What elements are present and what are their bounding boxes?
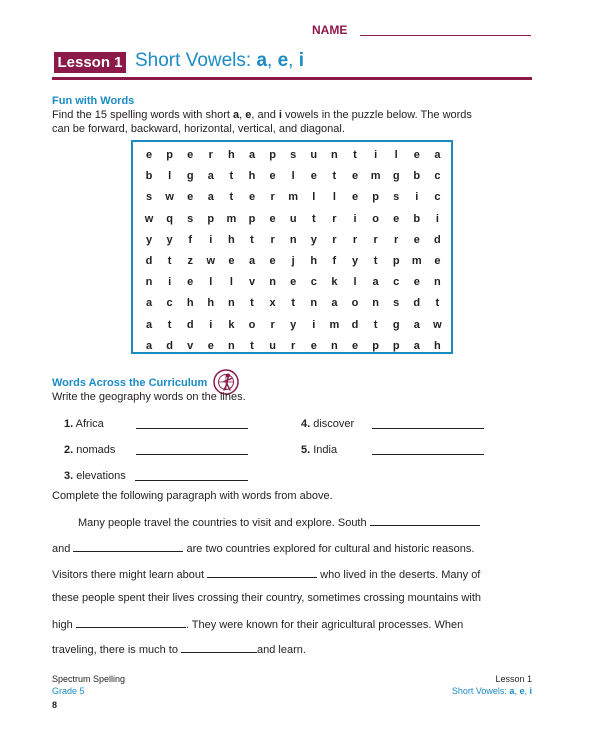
geo-word-2: 2. nomads: [64, 444, 116, 456]
puzzle-letter[interactable]: e: [290, 276, 297, 289]
puzzle-letter[interactable]: r: [208, 149, 213, 161]
geo-word-1: 1. Africa: [64, 418, 104, 430]
puzzle-letter[interactable]: h: [310, 255, 318, 267]
puzzle-letter[interactable]: f: [332, 255, 337, 267]
puzzle-letter[interactable]: r: [270, 318, 275, 331]
puzzle-letter[interactable]: i: [415, 191, 419, 204]
fun-heading: Fun with Words: [52, 95, 135, 107]
puzzle-letter[interactable]: e: [269, 212, 276, 225]
puzzle-letter[interactable]: e: [187, 276, 194, 289]
puzzle-letter[interactable]: a: [248, 149, 256, 161]
puzzle-letter[interactable]: n: [289, 233, 297, 246]
puzzle-letter[interactable]: s: [393, 297, 400, 310]
puzzle-letter[interactable]: a: [145, 297, 153, 310]
puzzle-letter[interactable]: n: [269, 276, 276, 289]
title-rule: [52, 77, 532, 80]
puzzle-letter[interactable]: r: [291, 339, 296, 352]
fun-instructions: Find the 15 spelling words with short a, e, and i vowels in the puzzle below. The words can be forward, backward, horizontal, vertical, and diagonal.: [52, 109, 472, 135]
puzzle-letter[interactable]: v: [187, 339, 194, 352]
puzzle-letter[interactable]: h: [248, 170, 256, 183]
puzzle-letter[interactable]: o: [248, 318, 256, 331]
puzzle-letter[interactable]: a: [145, 318, 153, 331]
puzzle-letter[interactable]: y: [145, 233, 153, 246]
puzzle-letter[interactable]: i: [209, 318, 213, 331]
puzzle-letter[interactable]: i: [312, 318, 316, 331]
puzzle-letter[interactable]: b: [413, 212, 421, 225]
puzzle-letter[interactable]: h: [207, 297, 215, 310]
puzzle-letter[interactable]: e: [351, 191, 359, 204]
geo-word-4: 4. discover: [301, 418, 355, 430]
paragraph-blank-2[interactable]: [73, 541, 183, 552]
puzzle-letter[interactable]: e: [187, 149, 194, 161]
name-line[interactable]: [360, 35, 531, 36]
puzzle-row: [139, 252, 449, 274]
puzzle-letter[interactable]: l: [312, 191, 316, 204]
footer-grade: Grade 5: [52, 686, 85, 696]
puzzle-letter[interactable]: m: [226, 212, 237, 225]
puzzle-letter[interactable]: n: [310, 297, 318, 310]
puzzle-letter[interactable]: h: [228, 233, 235, 246]
puzzle-letter[interactable]: e: [310, 170, 317, 183]
puzzle-letter[interactable]: b: [145, 170, 153, 183]
puzzle-letter[interactable]: e: [269, 255, 276, 267]
puzzle-letter[interactable]: f: [188, 233, 193, 246]
puzzle-letter[interactable]: p: [248, 212, 256, 225]
puzzle-letter[interactable]: p: [166, 149, 173, 161]
puzzle-letter[interactable]: t: [332, 170, 337, 183]
puzzle-letter[interactable]: r: [332, 212, 337, 225]
puzzle-letter[interactable]: r: [373, 233, 378, 246]
puzzle-letter[interactable]: t: [250, 297, 254, 310]
puzzle-letter[interactable]: m: [288, 191, 299, 204]
paragraph-line-2: and are two countries explored for cultural and historic reasons.: [52, 543, 475, 555]
puzzle-letter[interactable]: n: [331, 149, 338, 161]
answer-line-3[interactable]: [135, 470, 248, 481]
answer-line-2[interactable]: [136, 444, 248, 455]
puzzle-letter[interactable]: j: [291, 255, 295, 267]
puzzle-letter[interactable]: s: [145, 191, 153, 204]
puzzle-letter[interactable]: a: [207, 191, 214, 204]
puzzle-letter[interactable]: p: [207, 212, 215, 225]
puzzle-letter[interactable]: e: [187, 191, 194, 204]
puzzle-letter[interactable]: l: [353, 276, 357, 289]
puzzle-letter[interactable]: p: [392, 339, 400, 352]
puzzle-letter[interactable]: u: [289, 212, 297, 225]
name-field[interactable]: [300, 20, 532, 40]
puzzle-letter[interactable]: t: [373, 255, 378, 267]
puzzle-letter[interactable]: w: [206, 255, 216, 267]
footer-topic: Short Vowels: a, e, i: [451, 686, 532, 696]
puzzle-letter[interactable]: n: [145, 276, 153, 289]
puzzle-letter[interactable]: t: [229, 191, 234, 204]
answer-line-5[interactable]: [372, 444, 484, 455]
puzzle-letter[interactable]: e: [228, 255, 235, 267]
puzzle-letter[interactable]: w: [144, 212, 154, 225]
puzzle-letter[interactable]: v: [248, 276, 256, 289]
puzzle-letter[interactable]: i: [209, 233, 213, 246]
puzzle-letter[interactable]: r: [270, 191, 275, 204]
paragraph-line-1: Many people travel the countries to visit and explore. South: [78, 515, 480, 529]
puzzle-letter[interactable]: o: [372, 212, 379, 225]
puzzle-letter[interactable]: t: [291, 297, 296, 310]
puzzle-letter[interactable]: u: [269, 339, 276, 352]
puzzle-letter[interactable]: n: [228, 297, 235, 310]
puzzle-letter[interactable]: t: [353, 149, 357, 161]
puzzle-row: [139, 273, 449, 295]
puzzle-letter[interactable]: i: [374, 149, 378, 161]
paragraph-line-6: traveling, there is much to and learn.: [52, 644, 306, 656]
puzzle-letter[interactable]: t: [167, 318, 172, 331]
puzzle-letter[interactable]: s: [393, 191, 400, 204]
puzzle-row: [139, 167, 449, 189]
puzzle-letter[interactable]: m: [370, 170, 381, 183]
puzzle-letter[interactable]: c: [166, 297, 173, 310]
puzzle-letter[interactable]: o: [351, 297, 359, 310]
paragraph-line-3: Visitors there might learn about who lived in the deserts. Many of: [52, 569, 481, 581]
answer-line-4[interactable]: [372, 418, 484, 429]
geo-word-3: 3. elevations: [64, 470, 126, 482]
puzzle-letter[interactable]: c: [310, 276, 317, 289]
puzzle-letter[interactable]: a: [248, 255, 256, 267]
puzzle-letter[interactable]: t: [167, 255, 172, 267]
puzzle-letter[interactable]: a: [434, 149, 441, 161]
puzzle-letter[interactable]: t: [435, 297, 440, 310]
puzzle-letter[interactable]: y: [290, 318, 297, 331]
puzzle-letter[interactable]: l: [332, 191, 336, 204]
puzzle-row: [139, 337, 449, 359]
puzzle-letter[interactable]: e: [207, 339, 214, 352]
puzzle-letter[interactable]: r: [352, 233, 358, 246]
puzzle-letter[interactable]: e: [393, 212, 400, 225]
geo-word-5: 5. India: [301, 444, 338, 456]
name-label: NAME: [312, 23, 348, 37]
puzzle-letter[interactable]: r: [270, 233, 275, 246]
puzzle-letter[interactable]: n: [434, 276, 441, 289]
puzzle-letter[interactable]: d: [186, 318, 194, 331]
puzzle-letter[interactable]: t: [250, 233, 254, 246]
puzzle-letter[interactable]: i: [168, 276, 172, 289]
puzzle-letter[interactable]: d: [351, 318, 359, 331]
puzzle-letter[interactable]: i: [353, 212, 357, 225]
puzzle-letter[interactable]: p: [372, 191, 379, 204]
puzzle-letter[interactable]: a: [413, 339, 420, 352]
puzzle-letter[interactable]: e: [413, 233, 420, 246]
puzzle-letter[interactable]: t: [311, 212, 316, 225]
puzzle-letter[interactable]: z: [187, 255, 193, 267]
puzzle-letter[interactable]: l: [291, 170, 295, 183]
puzzle-letter[interactable]: x: [269, 297, 276, 310]
puzzle-letter[interactable]: i: [435, 212, 439, 225]
curriculum-instruction: Write the geography words on the lines.: [52, 391, 246, 403]
puzzle-letter[interactable]: l: [209, 276, 213, 289]
puzzle-letter[interactable]: a: [331, 297, 338, 310]
puzzle-letter[interactable]: q: [166, 212, 173, 225]
puzzle-letter[interactable]: d: [434, 233, 441, 246]
puzzle-letter[interactable]: e: [310, 339, 317, 352]
puzzle-letter[interactable]: a: [413, 318, 420, 331]
puzzle-letter[interactable]: r: [332, 233, 337, 246]
puzzle-letter[interactable]: e: [351, 339, 359, 352]
puzzle-letter[interactable]: e: [413, 149, 420, 161]
puzzle-letter[interactable]: n: [331, 339, 338, 352]
puzzle-letter[interactable]: g: [186, 170, 194, 183]
paragraph-blank-1[interactable]: [370, 515, 480, 526]
puzzle-letter[interactable]: p: [269, 149, 276, 161]
puzzle-letter[interactable]: d: [166, 339, 173, 352]
footer-right: [452, 673, 532, 697]
puzzle-letter[interactable]: e: [413, 276, 420, 289]
puzzle-letter[interactable]: k: [331, 276, 338, 289]
paragraph-line-4: these people spent their lives crossing their country, sometimes crossing mountains with: [52, 592, 481, 604]
paragraph-instruction: Complete the following paragraph with words from above.: [52, 490, 333, 502]
puzzle-letter[interactable]: l: [394, 149, 398, 161]
puzzle-letter[interactable]: m: [411, 255, 422, 267]
puzzle-letter[interactable]: c: [434, 170, 441, 183]
puzzle-letter[interactable]: y: [166, 233, 173, 246]
puzzle-letter[interactable]: e: [351, 170, 359, 183]
puzzle-letter[interactable]: y: [351, 255, 359, 267]
puzzle-letter[interactable]: c: [393, 276, 400, 289]
puzzle-letter[interactable]: g: [392, 318, 400, 331]
puzzle-row: [139, 231, 449, 253]
footer-lesson: Lesson 1: [495, 674, 532, 684]
puzzle-row: [139, 294, 449, 316]
puzzle-letter[interactable]: d: [145, 255, 153, 267]
puzzle-row: [139, 316, 449, 338]
puzzle-letter[interactable]: t: [250, 339, 254, 352]
puzzle-letter[interactable]: e: [248, 191, 256, 204]
puzzle-letter[interactable]: m: [329, 318, 340, 331]
puzzle-letter[interactable]: e: [434, 255, 441, 267]
puzzle-letter[interactable]: e: [269, 170, 276, 183]
puzzle-letter[interactable]: w: [433, 318, 442, 331]
paragraph-line-5: high . They were known for their agricultural processes. When: [52, 619, 464, 631]
lesson-badge: Lesson 1: [54, 52, 126, 73]
puzzle-letter[interactable]: w: [165, 191, 174, 204]
puzzle-letter[interactable]: u: [310, 149, 318, 161]
puzzle-letter[interactable]: g: [392, 170, 400, 183]
puzzle-letter[interactable]: h: [186, 297, 194, 310]
puzzle-letter[interactable]: h: [434, 339, 441, 352]
puzzle-letter[interactable]: a: [372, 276, 379, 289]
puzzle-letter[interactable]: l: [229, 276, 233, 289]
footer-left: [52, 673, 125, 711]
paragraph-blank-3[interactable]: [207, 567, 317, 578]
puzzle-letter[interactable]: e: [145, 149, 153, 161]
lesson-title: Short Vowels: a, e, i: [135, 50, 305, 71]
puzzle-letter[interactable]: p: [372, 339, 379, 352]
puzzle-letter[interactable]: s: [187, 212, 194, 225]
puzzle-letter[interactable]: t: [229, 170, 234, 183]
puzzle-letter[interactable]: d: [413, 297, 421, 310]
puzzle-letter[interactable]: n: [228, 339, 235, 352]
page-number: 8: [52, 700, 58, 710]
answer-line-1[interactable]: [136, 418, 248, 429]
puzzle-letter[interactable]: r: [394, 233, 399, 246]
word-search-puzzle[interactable]: [131, 140, 453, 354]
puzzle-letter[interactable]: n: [372, 297, 379, 310]
puzzle-letter[interactable]: a: [207, 170, 214, 183]
paragraph-blank-5[interactable]: [181, 642, 257, 653]
puzzle-letter[interactable]: p: [392, 255, 400, 267]
puzzle-letter[interactable]: a: [145, 339, 153, 352]
footer-book: Spectrum Spelling: [52, 674, 126, 684]
paragraph-blank-4[interactable]: [76, 617, 186, 628]
puzzle-letter[interactable]: s: [290, 149, 297, 161]
puzzle-letter[interactable]: c: [434, 191, 441, 204]
puzzle-letter[interactable]: t: [373, 318, 378, 331]
puzzle-letter[interactable]: h: [228, 149, 235, 161]
puzzle-letter[interactable]: b: [413, 170, 421, 183]
puzzle-letter[interactable]: l: [168, 170, 172, 183]
puzzle-row: [139, 188, 449, 210]
curriculum-heading: Words Across the Curriculum: [52, 377, 208, 389]
puzzle-letter[interactable]: k: [228, 318, 235, 331]
puzzle-row: [139, 146, 449, 168]
puzzle-row: [139, 210, 449, 232]
puzzle-letter[interactable]: y: [310, 233, 317, 246]
